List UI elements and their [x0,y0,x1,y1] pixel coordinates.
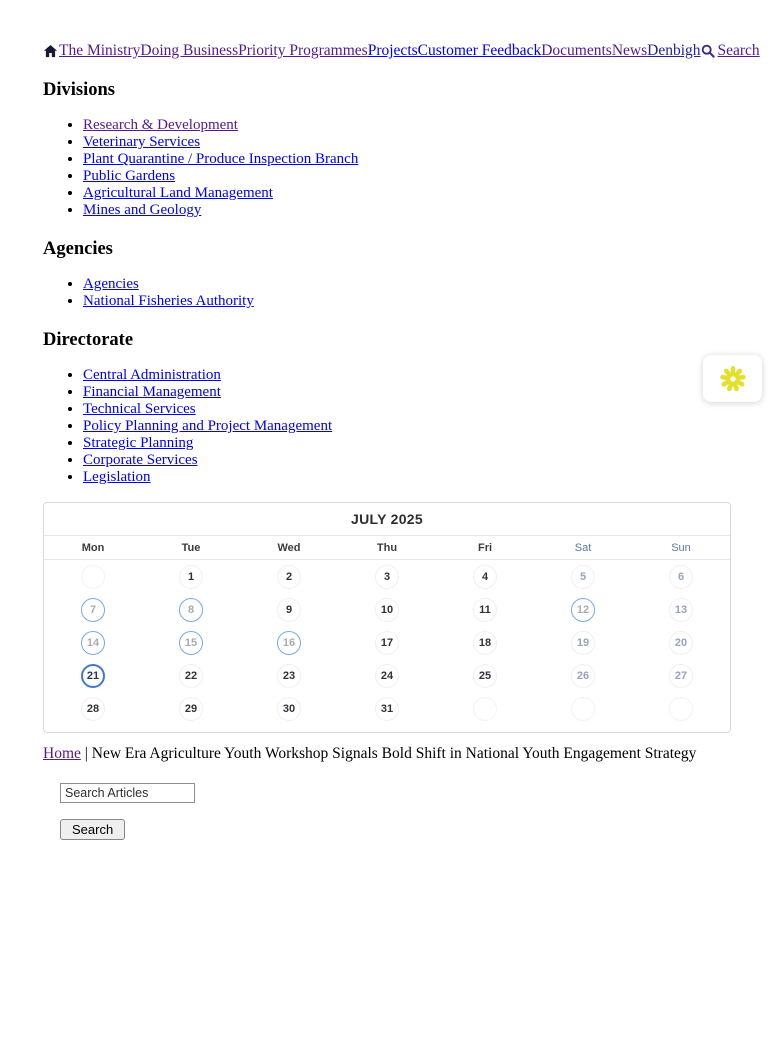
list-item [83,117,731,134]
calendar-day-cell [534,659,632,692]
calendar-day-cell [142,560,240,593]
calendar-day-20[interactable]: 20 [669,631,693,655]
link-central-administration[interactable]: Central Administration [83,367,221,383]
nav-link-denbigh[interactable]: Denbigh [647,42,701,59]
weekday-label-tue: Tue [181,541,201,554]
link-plant-quarantine-produce-inspection-branch[interactable]: Plant Quarantine / Produce Inspection Branch [83,151,359,167]
calendar-day-cell [44,692,142,725]
calendar-day-cell [338,626,436,659]
search-link[interactable] [701,42,760,60]
calendar-day-cell [240,593,338,626]
list-item [83,168,731,185]
calendar-day-cell [240,659,338,692]
calendar-day-3[interactable]: 3 [375,565,399,589]
link-legislation[interactable]: Legislation [83,469,151,485]
nav-link-priority-programmes[interactable]: Priority Programmes [238,42,368,59]
weekday-label-fri: Fri [477,541,493,554]
calendar-week-row [44,659,730,692]
calendar-day-cell [632,659,730,692]
link-public-gardens[interactable]: Public Gardens [83,168,176,184]
calendar-week-row [44,626,730,659]
calendar-title: JULY 2025 [44,503,730,536]
calendar-day-cell [240,692,338,725]
nav-link-news[interactable]: News [611,42,648,59]
breadcrumb-separator: | [80,745,92,762]
calendar-day-cell [436,659,534,692]
calendar-day-cell [436,692,534,725]
calendar-day-1[interactable]: 1 [179,565,203,589]
list-item [83,384,731,401]
link-corporate-services[interactable]: Corporate Services [83,452,198,468]
calendar-day-4[interactable]: 4 [473,565,497,589]
search-icon [701,44,715,58]
calendar-day-cell [142,626,240,659]
calendar-day-cell [338,560,436,593]
section-divisions [43,80,731,219]
nav-link-projects[interactable]: Projects [367,42,418,59]
list-item [83,452,731,469]
link-agencies[interactable]: Agencies [83,276,139,292]
calendar-day-22[interactable]: 22 [179,664,203,688]
calendar-day-21[interactable]: 21 [81,664,105,688]
home-link[interactable] [43,44,58,59]
calendar-day-cell [142,692,240,725]
calendar-day-cell [436,593,534,626]
sections [43,80,731,486]
calendar-day-19[interactable]: 19 [571,631,595,655]
home-icon [43,44,58,59]
calendar-day-24[interactable]: 24 [375,664,399,688]
accessibility-widget-button[interactable] [703,355,762,402]
calendar-day-empty [81,565,105,589]
calendar-day-10[interactable]: 10 [375,598,399,622]
calendar-day-cell [338,692,436,725]
nav-link-customer-feedback[interactable]: Customer Feedback [417,42,542,59]
search-articles-input[interactable] [60,783,195,803]
calendar-day-cell [44,626,142,659]
calendar-day-11[interactable]: 11 [473,598,497,622]
calendar-day-29[interactable]: 29 [179,697,203,721]
calendar-day-cell [436,626,534,659]
calendar-day-30[interactable]: 30 [277,697,301,721]
calendar-weekday-row [44,536,730,560]
calendar-week-row [44,593,730,626]
calendar-week-row [44,560,730,593]
weekday-label-wed: Wed [277,541,301,554]
calendar-day-27[interactable]: 27 [669,664,693,688]
calendar-day-14[interactable]: 14 [81,631,105,655]
calendar-day-empty [571,697,595,721]
breadcrumb-page-title: New Era Agriculture Youth Workshop Signals Bold Shift in National Youth Engagement Strategy [91,745,697,762]
article-search [60,783,731,840]
section-heading-agencies: Agencies [43,239,113,259]
calendar [43,502,731,733]
calendar-day-16[interactable]: 16 [277,631,301,655]
calendar-day-26[interactable]: 26 [571,664,595,688]
list-item [83,401,731,418]
asterisk-icon [719,365,747,393]
link-technical-services[interactable]: Technical Services [83,401,196,417]
calendar-day-13[interactable]: 13 [669,598,693,622]
calendar-day-9[interactable]: 9 [277,598,301,622]
link-policy-planning-and-project-management[interactable]: Policy Planning and Project Management [83,418,333,434]
list-item [83,469,731,486]
section-list-agencies [43,276,731,310]
calendar-day-cell [632,560,730,593]
calendar-day-cell [338,659,436,692]
calendar-day-18[interactable]: 18 [473,631,497,655]
link-agricultural-land-management[interactable]: Agricultural Land Management [83,185,273,201]
list-item [83,134,731,151]
calendar-day-2[interactable]: 2 [277,565,301,589]
nav-link-the-ministry[interactable]: The Ministry [59,42,141,59]
weekday-label-thu: Thu [376,541,398,554]
calendar-day-28[interactable]: 28 [81,697,105,721]
calendar-day-cell [632,593,730,626]
calendar-day-empty [473,697,497,721]
calendar-day-cell [240,560,338,593]
calendar-day-17[interactable]: 17 [375,631,399,655]
calendar-day-15[interactable]: 15 [179,631,203,655]
nav-link-doing-business[interactable]: Doing Business [140,42,239,59]
section-directorate [43,330,731,486]
calendar-day-cell [534,593,632,626]
list-item [83,293,731,310]
calendar-day-cell [240,626,338,659]
weekday-label-sun: Sun [671,541,691,554]
list-item [83,276,731,293]
calendar-day-cell [534,560,632,593]
page-content [0,42,773,840]
list-item [83,185,731,202]
list-item [83,435,731,452]
breadcrumb-home-link[interactable]: Home [43,745,81,762]
link-research-development[interactable]: Research & Development [83,117,238,133]
calendar-day-12[interactable]: 12 [571,598,595,622]
section-heading-directorate: Directorate [43,330,134,350]
calendar-day-8[interactable]: 8 [179,598,203,622]
link-strategic-planning[interactable]: Strategic Planning [83,435,194,451]
calendar-week-row [44,692,730,725]
link-veterinary-services[interactable]: Veterinary Services [83,134,201,150]
link-mines-and-geology[interactable]: Mines and Geology [83,202,202,218]
calendar-grid [44,560,730,732]
calendar-day-cell [44,593,142,626]
calendar-day-cell [534,692,632,725]
calendar-day-cell [338,593,436,626]
nav-link-documents[interactable]: Documents [541,42,612,59]
calendar-day-cell [44,659,142,692]
calendar-day-cell [632,692,730,725]
list-item [83,367,731,384]
weekday-label-sat: Sat [574,541,592,554]
list-item [83,418,731,435]
calendar-day-cell [142,659,240,692]
calendar-day-cell [632,626,730,659]
calendar-day-6[interactable]: 6 [669,565,693,589]
calendar-day-23[interactable]: 23 [277,664,301,688]
calendar-day-cell [142,593,240,626]
calendar-day-5[interactable]: 5 [571,565,595,589]
calendar-day-cell [436,560,534,593]
section-list-directorate [43,367,731,486]
calendar-day-25[interactable]: 25 [473,664,497,688]
weekday-label-mon: Mon [81,541,105,554]
link-financial-management[interactable]: Financial Management [83,384,221,400]
section-agencies [43,239,731,310]
list-item [83,202,731,219]
calendar-day-empty [669,697,693,721]
search-articles-button[interactable]: Search [60,819,125,840]
breadcrumb [43,745,731,763]
calendar-day-31[interactable]: 31 [375,697,399,721]
section-heading-divisions: Divisions [43,80,115,100]
section-list-divisions [43,117,731,219]
list-item [83,151,731,168]
calendar-day-cell [44,560,142,593]
top-nav-links [59,42,701,60]
search-link-label: Search [717,42,760,59]
link-national-fisheries-authority[interactable]: National Fisheries Authority [83,293,254,309]
top-nav [43,42,760,60]
calendar-day-7[interactable]: 7 [81,598,105,622]
calendar-day-cell [534,626,632,659]
